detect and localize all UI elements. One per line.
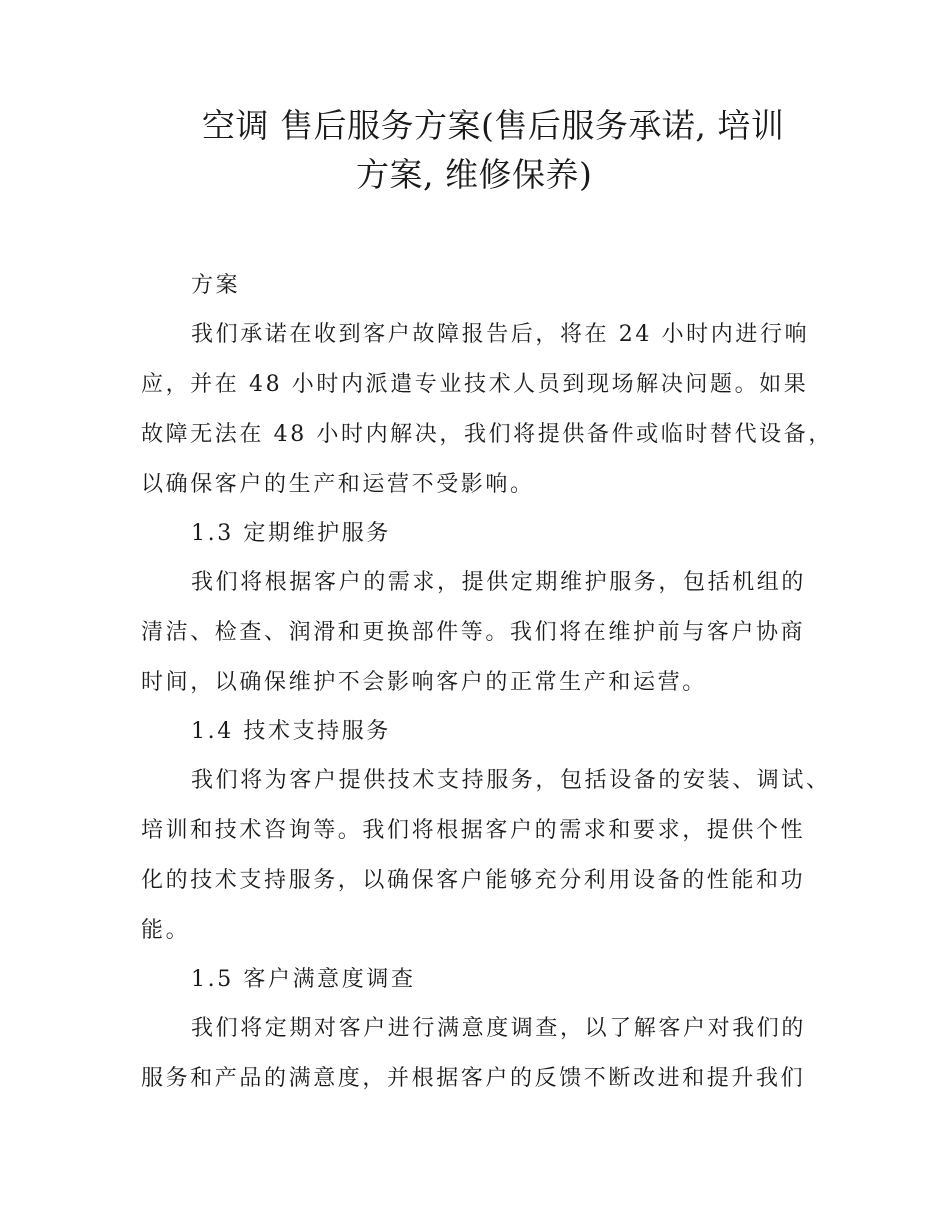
document-title-line-2: 方案, 维修保养) — [356, 155, 593, 194]
paragraph-3-line-1: 我们将为客户提供技术支持服务，包括设备的安装、调试、 — [191, 768, 831, 793]
paragraph-2-line-2: 清洁、检查、润滑和更换部件等。我们将在维护前与客户协商 — [141, 620, 806, 645]
document-title-line-1: 空调 售后服务方案(售后服务承诺, 培训 — [202, 106, 785, 145]
heading-1-5: 1.5 客户满意度调查 — [191, 967, 416, 992]
paragraph-1-line-3: 故障无法在 48 小时内解决，我们将提供备件或临时替代设备， — [141, 422, 833, 447]
paragraph-1-line-2: 应，并在 48 小时内派遣专业技术人员到现场解决问题。如果 — [141, 372, 809, 397]
paragraph-1-line-4: 以确保客户的生产和运营不受影响。 — [141, 472, 535, 497]
section-label: 方案 — [191, 273, 241, 298]
paragraph-3-line-2: 培训和技术咨询等。我们将根据客户的需求和要求，提供个性 — [141, 818, 806, 843]
paragraph-3-line-3: 化的技术支持服务，以确保客户能够充分利用设备的性能和功 — [141, 868, 806, 893]
paragraph-2-line-3: 时间，以确保维护不会影响客户的正常生产和运营。 — [141, 670, 707, 695]
heading-1-4: 1.4 技术支持服务 — [191, 719, 391, 744]
paragraph-1-line-1: 我们承诺在收到客户故障报告后，将在 24 小时内进行响 — [191, 322, 810, 347]
paragraph-4-line-1: 我们将定期对客户进行满意度调查，以了解客户对我们的 — [191, 1016, 807, 1041]
paragraph-2-line-1: 我们将根据客户的需求，提供定期维护服务，包括机组的 — [191, 570, 807, 595]
heading-1-3: 1.3 定期维护服务 — [191, 521, 391, 546]
paragraph-3-line-4: 能。 — [141, 918, 191, 943]
paragraph-4-line-2: 服务和产品的满意度，并根据客户的反馈不断改进和提升我们 — [141, 1066, 806, 1091]
